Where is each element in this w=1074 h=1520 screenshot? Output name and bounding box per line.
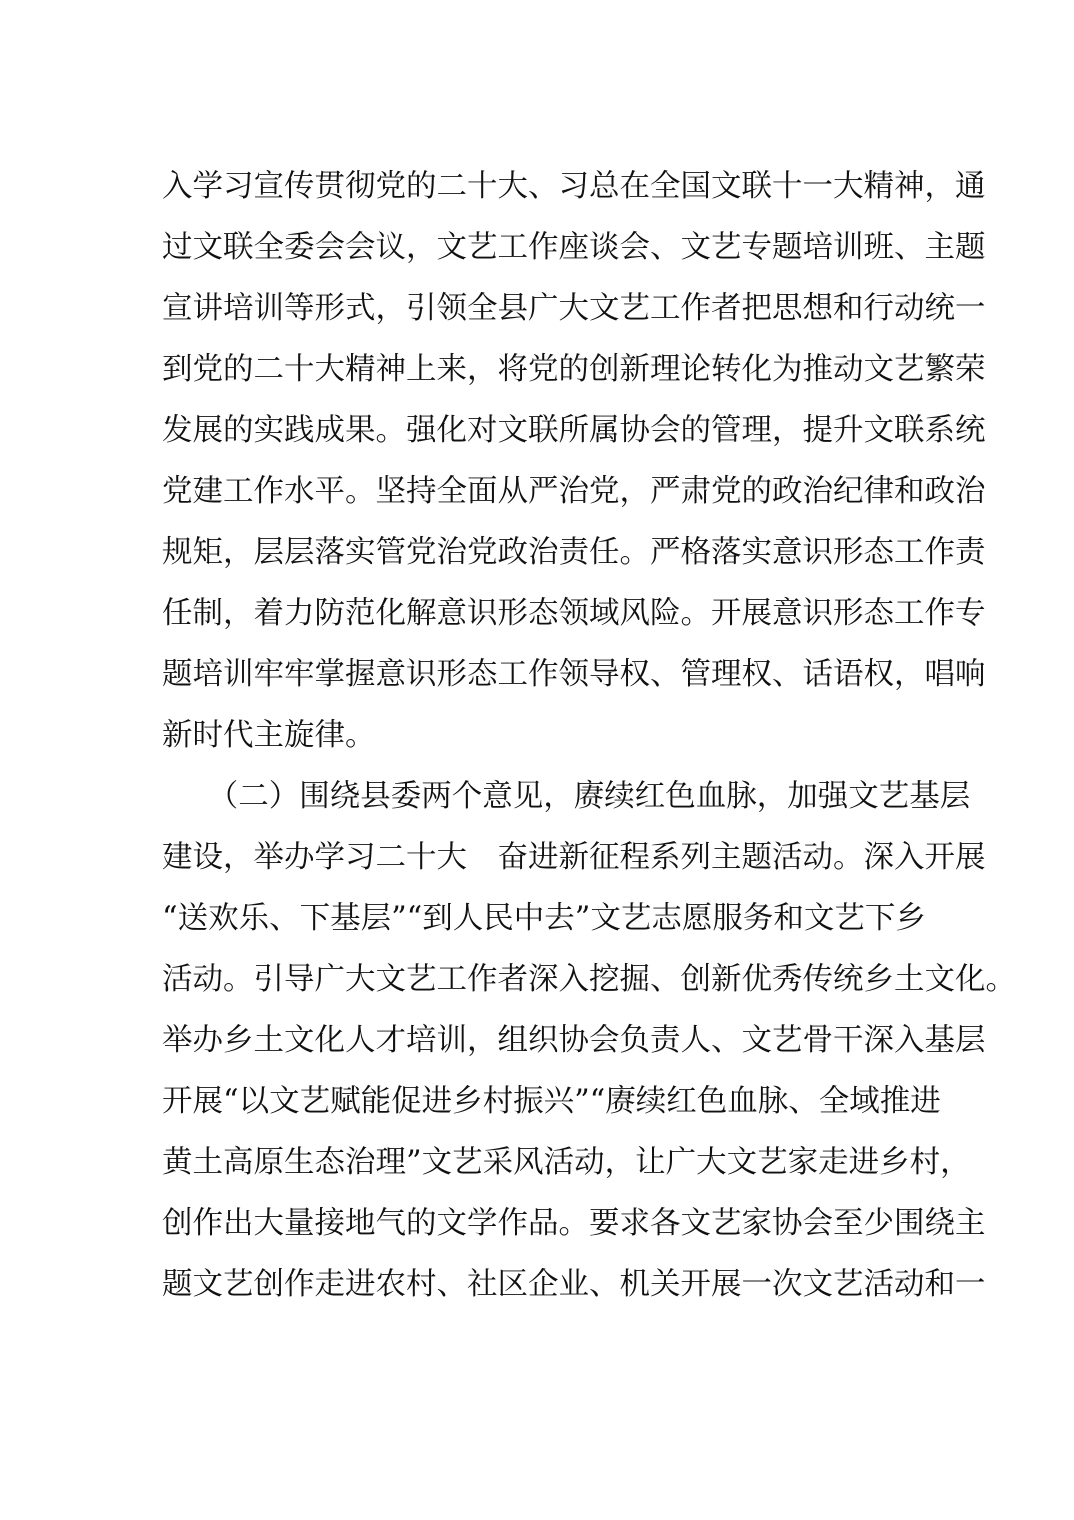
body-text <box>162 156 1016 1315</box>
text-line: 开展“以文艺赋能促进乡村振兴”“赓续红色血脉、全域推进 <box>162 1084 941 1119</box>
text-line: 题文艺创作走进农村、社区企业、机关开展一次文艺活动和一 <box>162 1267 986 1302</box>
text-line: 举办乡土文化人才培训，组织协会负责人、文艺骨干深入基层 <box>162 1023 986 1058</box>
text-line: 宣讲培训等形式，引领全县广大文艺工作者把思想和行动统一 <box>162 291 986 326</box>
text-line: 活动。引导广大文艺工作者深入挖掘、创新优秀传统乡土文化。 <box>162 962 1016 997</box>
text-line: 黄土高原生态治理”文艺采风活动，让广大文艺家走进乡村， <box>162 1145 971 1180</box>
section-heading-line: （二）围绕县委两个意见，赓续红色血脉，加强文艺基层 <box>162 779 971 814</box>
text-line: 到党的二十大精神上来，将党的创新理论转化为推动文艺繁荣 <box>162 352 986 387</box>
text-line: 建设，举办学习二十大 奋进新征程系列主题活动。深入开展 <box>162 840 986 875</box>
text-line: 过文联全委会会议，文艺工作座谈会、文艺专题培训班、主题 <box>162 230 986 265</box>
text-line: 任制，着力防范化解意识形态领域风险。开展意识形态工作专 <box>162 596 986 631</box>
text-line: 规矩，层层落实管党治党政治责任。严格落实意识形态工作责 <box>162 535 986 570</box>
text-line: 发展的实践成果。强化对文联所属协会的管理，提升文联系统 <box>162 413 986 448</box>
text-line: 新时代主旋律。 <box>162 718 376 753</box>
text-line: 创作出大量接地气的文学作品。要求各文艺家协会至少围绕主 <box>162 1206 986 1241</box>
text-line: 题培训牢牢掌握意识形态工作领导权、管理权、话语权，唱响 <box>162 657 986 692</box>
text-line: 党建工作水平。坚持全面从严治党，严肃党的政治纪律和政治 <box>162 474 986 509</box>
text-line: “送欢乐、下基层”“到人民中去”文艺志愿服务和文艺下乡 <box>162 901 926 936</box>
text-line: 入学习宣传贯彻党的二十大、习总在全国文联十一大精神，通 <box>162 169 986 204</box>
